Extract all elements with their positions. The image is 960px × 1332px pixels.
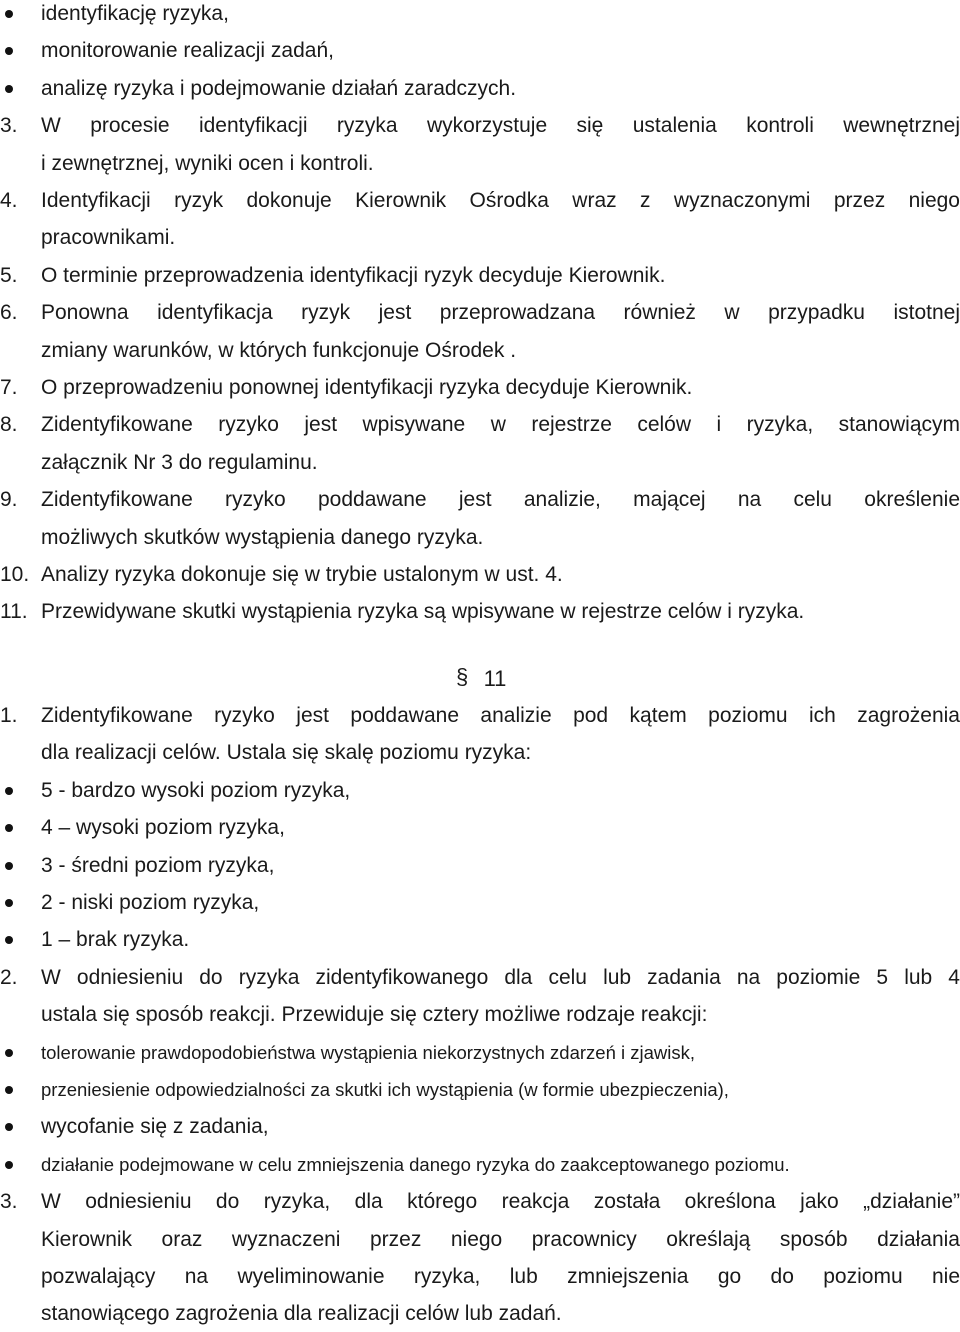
- bullet-dot-icon: [5, 824, 13, 832]
- line-text: analizę ryzyka i podejmowanie działań zaradczych.: [41, 76, 517, 100]
- list-number-label: 10.: [0, 563, 30, 586]
- line-text: możliwych skutków wystąpienia danego ryzyka.: [41, 525, 484, 549]
- line-text: O przeprowadzeniu ponownej identyfikacji ryzyka decyduje Kierownik.: [41, 376, 693, 399]
- list-number-label: 3.: [0, 114, 18, 138]
- svg-text:§: §: [455, 664, 468, 689]
- list-number-label: 3.: [0, 1190, 18, 1214]
- list-number-label: 9.: [0, 488, 18, 512]
- list-number: [0, 257, 40, 294]
- bullet-dot-icon: [5, 47, 13, 55]
- list-number-label: 7.: [0, 376, 18, 399]
- line-text: 4 – wysoki poziom ryzyka,: [41, 816, 285, 840]
- line-text: tolerowanie prawdopodobieństwa wystąpienia niekorzystnych zdarzeń i zjawisk,: [41, 1041, 696, 1063]
- section-sign-icon: [454, 660, 476, 697]
- line-text: Zidentyfikowane ryzyko jest poddawane analizie pod kątem poziomu ich zagrożenia: [41, 704, 960, 727]
- line-text: W odniesieniu do ryzyka zidentyfikowanego dla celu lub zadania na poziomie 5 lub 4: [41, 965, 960, 989]
- line-text: zmiany warunków, w których funkcjonuje Ośrodek .: [41, 338, 517, 362]
- list-number: [0, 481, 40, 518]
- bullet-dot-icon: [5, 936, 13, 944]
- line-text: stanowiącego zagrożenia dla realizacji celów lub zadań.: [41, 1302, 562, 1326]
- line-text: W odniesieniu do ryzyka, dla którego reakcja została określona jako „działanie”: [41, 1190, 960, 1214]
- line-text: monitorowanie realizacji zadań,: [41, 39, 334, 63]
- bullet-dot-icon: [5, 899, 13, 907]
- list-number: [0, 593, 40, 630]
- line-text: 1 – brak ryzyka.: [41, 928, 190, 952]
- list-number: [0, 556, 40, 593]
- bullet-dot-icon: [5, 1086, 13, 1094]
- bullet-dot-icon: [5, 862, 13, 870]
- line-text: pracownikami.: [41, 226, 176, 250]
- line-text: ustala się sposób reakcji. Przewiduje się cztery możliwe rodzaje reakcji:: [41, 1003, 708, 1027]
- list-number: [0, 697, 40, 734]
- list-number-label: 8.: [0, 413, 18, 437]
- line-text: 2 - niski poziom ryzyka,: [41, 891, 260, 914]
- bullet-dot-icon: [5, 85, 13, 93]
- list-number: [0, 107, 40, 144]
- line-text: 3 - średni poziom ryzyka,: [41, 853, 275, 877]
- line-text: Zidentyfikowane ryzyko jest wpisywane w rejestrze celów i ryzyka, stanowiącym: [41, 413, 960, 437]
- bullet-dot-icon: [5, 1123, 13, 1131]
- list-number-label: 11.: [0, 600, 28, 624]
- section-heading: [0, 660, 960, 697]
- line-text: dla realizacji celów. Ustala się skalę poziomu ryzyka:: [41, 741, 532, 765]
- line-text: 5 - bardzo wysoki poziom ryzyka,: [41, 778, 351, 802]
- bullet-dot-icon: [5, 1161, 13, 1169]
- list-number: [0, 1183, 40, 1220]
- list-number: [0, 182, 40, 219]
- list-number: [0, 369, 40, 406]
- list-number-label: 2.: [0, 965, 18, 989]
- line-text: pozwalający na wyeliminowanie ryzyka, lub zmniejszenia go do poziomu nie: [41, 1265, 960, 1288]
- bullet-dot-icon: [5, 10, 13, 18]
- line-text: Kierownik oraz wyznaczeni przez niego pracownicy określają sposób działania: [41, 1227, 960, 1251]
- list-number: [0, 959, 40, 996]
- list-number: [0, 406, 40, 443]
- line-text: i zewnętrznej, wyniki ocen i kontroli.: [41, 151, 374, 175]
- line-text: Zidentyfikowane ryzyko poddawane jest analizie, mającej na celu określenie: [41, 488, 960, 512]
- line-text: przeniesienie odpowiedzialności za skutki ich wystąpienia (w formie ubezpieczenia),: [41, 1079, 729, 1100]
- line-text: wycofanie się z zadania,: [41, 1115, 269, 1139]
- list-number-label: 6.: [0, 301, 18, 325]
- line-text: identyfikację ryzyka,: [41, 2, 229, 25]
- bullet-dot-icon: [5, 787, 13, 795]
- bullet-dot-icon: [5, 1049, 13, 1057]
- list-number-label: 1.: [0, 704, 18, 727]
- list-number-label: 5.: [0, 263, 18, 287]
- line-text: Identyfikacji ryzyk dokonuje Kierownik Ośrodka wraz z wyznaczonymi przez niego: [41, 189, 960, 212]
- line-text: Ponowna identyfikacja ryzyk jest przeprowadzana również w przypadku istotnej: [41, 301, 960, 325]
- list-number: [0, 294, 40, 331]
- line-text: działanie podejmowane w celu zmniejszenia danego ryzyka do zaakceptowanego poziomu.: [41, 1153, 790, 1175]
- line-text: Analizy ryzyka dokonuje się w trybie ustalonym w ust. 4.: [41, 563, 563, 586]
- line-text: Przewidywane skutki wystąpienia ryzyka są wpisywane w rejestrze celów i ryzyka.: [41, 600, 805, 624]
- line-text: W procesie identyfikacji ryzyka wykorzystuje się ustalenia kontroli wewnętrznej: [41, 114, 960, 138]
- line-text: O terminie przeprowadzenia identyfikacji ryzyk decyduje Kierownik.: [41, 263, 666, 287]
- line-text: załącznik Nr 3 do regulaminu.: [41, 450, 318, 474]
- list-number-label: 4.: [0, 189, 18, 212]
- section-number: 11: [483, 666, 507, 691]
